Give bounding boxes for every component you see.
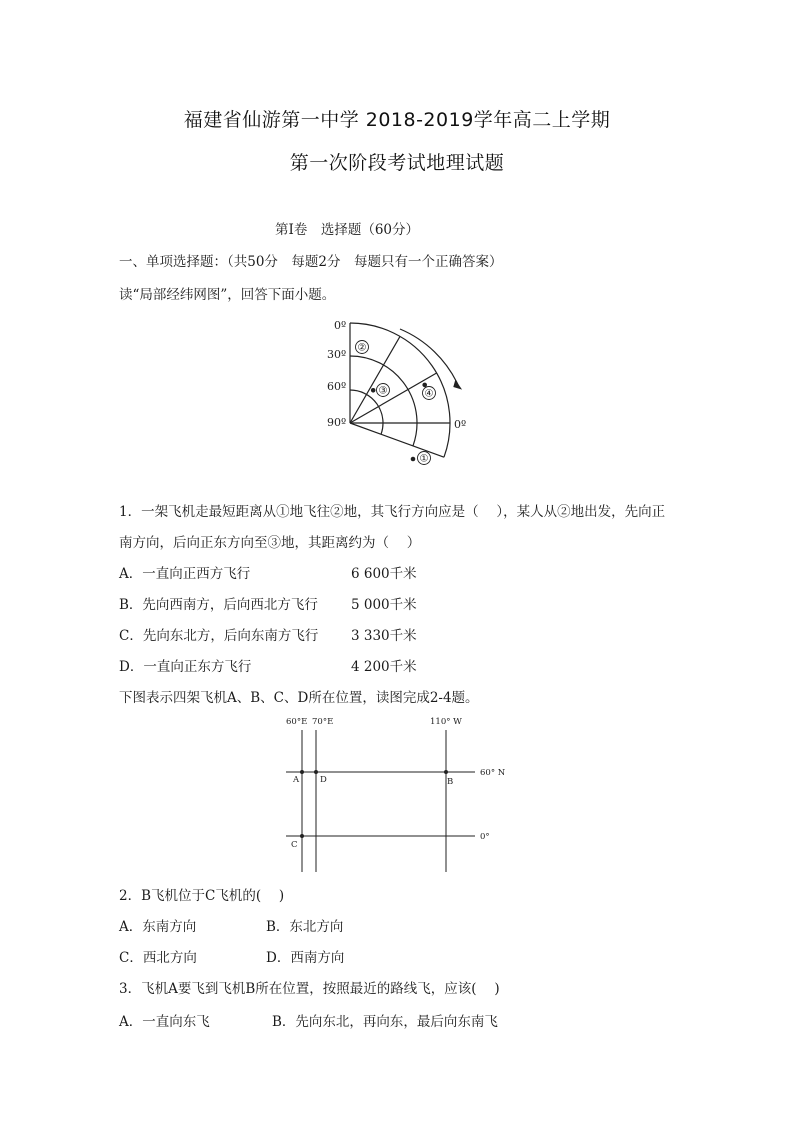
volume-label: 第Ⅰ卷 bbox=[275, 222, 308, 238]
q1-value-d: 4 200千米 bbox=[351, 659, 417, 675]
part-heading: 一、单项选择题：（共50分 每题2分 每题只有一个正确答案） bbox=[119, 254, 503, 270]
exam-title-line1: 福建省仙游第一中学 2018-2019学年高二上学期 bbox=[183, 109, 611, 131]
q2-option-b: B．东北方向 bbox=[266, 919, 344, 935]
lat-label-90: 90º bbox=[327, 416, 347, 429]
volume-title: 选择题（60分） bbox=[320, 222, 420, 238]
intro-text-1: 读“局部经纬网图”，回答下面小题。 bbox=[119, 287, 336, 303]
figure-aircraft-grid bbox=[280, 712, 510, 874]
q3-stem: 3．飞机A要飞到飞机B所在位置，按照最近的路线飞，应该( ) bbox=[119, 981, 500, 997]
point-label-3: ③ bbox=[378, 385, 388, 397]
q1-option-c: C．先向东北方，后向东南方飞行 bbox=[119, 628, 319, 644]
plane-label-b: B bbox=[447, 777, 454, 787]
lon-label-70e: 70°E bbox=[312, 717, 334, 727]
plane-label-d: D bbox=[320, 775, 327, 785]
intro-text-2: 下图表示四架飞机A、B、C、D所在位置，读图完成2-4题。 bbox=[119, 690, 479, 706]
volume-heading bbox=[275, 218, 419, 238]
q1-stem-line1: 1．一架飞机走最短距离从①地飞往②地，其飞行方向应是（ ），某人从②地出发，先向正 bbox=[119, 504, 666, 520]
q3-option-b: B．先向东北，再向东，最后向东南飞 bbox=[272, 1014, 498, 1030]
q1-value-a: 6 600千米 bbox=[351, 566, 417, 582]
q1-value-b: 5 000千米 bbox=[351, 597, 417, 613]
q2-option-a: A．东南方向 bbox=[119, 919, 197, 935]
arrowhead-icon bbox=[453, 380, 462, 390]
q3-option-a: A．一直向东飞 bbox=[119, 1014, 210, 1030]
lat-label-60: 60º bbox=[327, 380, 347, 393]
q1-stem-line2: 南方向，后向正东方向至③地，其距离约为（ ） bbox=[119, 535, 421, 551]
lon-label-0: 0º bbox=[454, 418, 467, 431]
q1-value-c: 3 330千米 bbox=[351, 628, 417, 644]
figure-graticule bbox=[320, 312, 480, 482]
lon-label-110w: 110° W bbox=[430, 717, 462, 727]
point-label-4: ④ bbox=[424, 388, 434, 400]
q1-option-b: B．先向西南方，后向西北方飞行 bbox=[119, 597, 318, 613]
q2-stem: 2．B飞机位于C飞机的( ) bbox=[119, 888, 285, 904]
lat-label-60n: 60° N bbox=[480, 768, 506, 778]
q1-option-a: A．一直向正西方飞行 bbox=[119, 566, 251, 582]
q2-option-d: D．西南方向 bbox=[266, 950, 345, 966]
lat-label-0: 0º bbox=[334, 319, 347, 332]
lon-label-60e: 60°E bbox=[286, 717, 308, 727]
lat-label-30: 30º bbox=[327, 348, 347, 361]
exam-title-line2: 第一次阶段考试地理试题 bbox=[289, 152, 505, 174]
q2-option-c: C．西北方向 bbox=[119, 950, 197, 966]
point-label-1: ① bbox=[419, 453, 429, 465]
plane-label-a: A bbox=[293, 775, 300, 785]
plane-label-c: C bbox=[291, 840, 298, 850]
q1-option-d: D．一直向正东方飞行 bbox=[119, 659, 252, 675]
point-label-2: ② bbox=[357, 342, 367, 354]
lat-label-0: 0° bbox=[480, 832, 490, 842]
